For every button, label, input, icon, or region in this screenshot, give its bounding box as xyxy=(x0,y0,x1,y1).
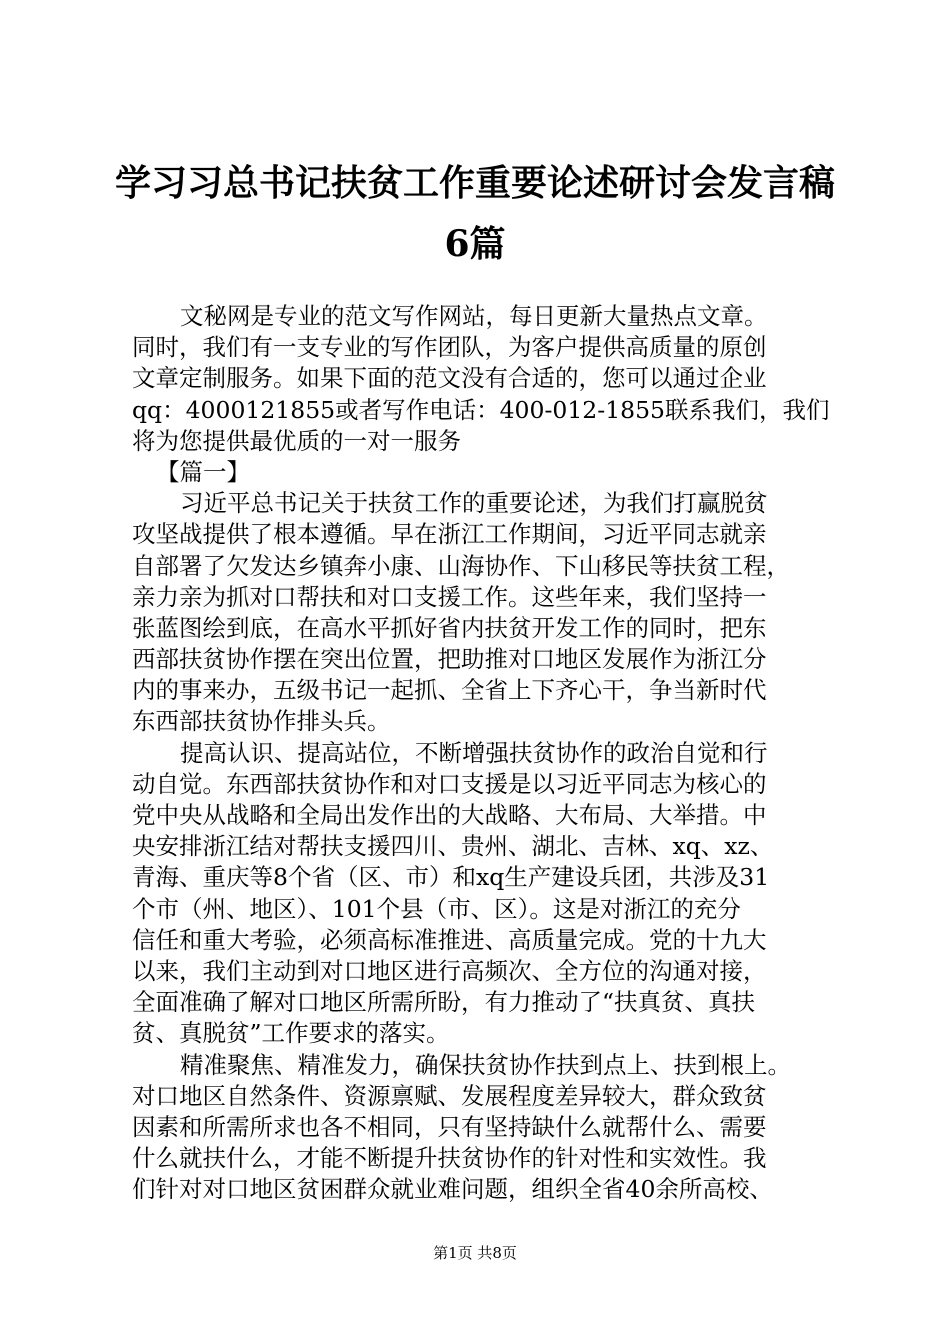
text-line: 将为您提供最优质的一对一服务 xyxy=(132,426,461,455)
page-number: 第1页 共8页 xyxy=(433,1244,517,1262)
text-line: 党中央从战略和全局出发作出的大战略、大布局、大举措。中 xyxy=(132,801,767,829)
text-line: qq：4000121855或者写作电话：400-012-1855联系我们，我们 xyxy=(132,395,830,424)
text-line: 同时，我们有一支专业的写作团队，为客户提供高质量的原创 xyxy=(132,333,767,362)
section-heading: 【篇一】 xyxy=(156,457,250,486)
document-title: 学习习总书记扶贫工作重要论述研讨会发言稿 xyxy=(114,162,835,204)
text-line: 内的事来办，五级书记一起抓、全省上下齐心干，争当新时代 xyxy=(132,676,767,705)
text-line: 个市（州、地区）、101个县（市、区）。这是对浙江的充分 xyxy=(132,894,741,923)
text-line: 东西部扶贫协作排头兵。 xyxy=(132,707,391,736)
text-line: 贫、真脱贫”工作要求的落实。 xyxy=(132,1019,450,1048)
text-line: 什么就扶什么，才能不断提升扶贫协作的针对性和实效性。我 xyxy=(132,1144,767,1173)
text-line: 对口地区自然条件、资源禀赋、发展程度差异较大，群众致贫 xyxy=(132,1081,767,1110)
text-line: 精准聚焦、精准发力，确保扶贫协作扶到点上、扶到根上。 xyxy=(180,1050,791,1079)
text-line: 们针对对口地区贫困群众就业难问题，组织全省40余所高校、 xyxy=(132,1175,773,1204)
document-body xyxy=(132,301,850,1205)
text-line: 央安排浙江结对帮扶支援四川、贵州、湖北、吉林、xq、xz、 xyxy=(132,832,774,861)
text-line: 攻坚战提供了根本遵循。早在浙江工作期间，习近平同志就亲 xyxy=(132,520,767,549)
text-line: 提高认识、提高站位，不断增强扶贫协作的政治自觉和行 xyxy=(180,738,768,767)
text-line: 自部署了欠发达乡镇奔小康、山海协作、下山移民等扶贫工程， xyxy=(132,551,790,580)
text-line: 西部扶贫协作摆在突出位置，把助推对口地区发展作为浙江分 xyxy=(132,645,767,674)
text-line: 青海、重庆等8个省（区、市）和xq生产建设兵团，共涉及31 xyxy=(132,863,770,892)
document-title-continuation: 6篇 xyxy=(444,223,506,265)
text-line: 因素和所需所求也各不相同，只有坚持缺什么就帮什么、需要 xyxy=(132,1112,767,1141)
text-line: 文章定制服务。如果下面的范文没有合适的，您可以通过企业 xyxy=(132,364,767,393)
text-line: 动自觉。东西部扶贫协作和对口支援是以习近平同志为核心的 xyxy=(132,769,767,798)
text-line: 全面准确了解对口地区所需所盼，有力推动了“扶真贫、真扶 xyxy=(132,988,756,1017)
text-line: 习近平总书记关于扶贫工作的重要论述，为我们打赢脱贫 xyxy=(180,489,768,518)
text-line: 信任和重大考验，必须高标准推进、高质量完成。党的十九大 xyxy=(132,925,767,954)
text-line: 张蓝图绘到底，在高水平抓好省内扶贫开发工作的同时，把东 xyxy=(132,613,767,642)
text-line: 亲力亲为抓对口帮扶和对口支援工作。这些年来，我们坚持一 xyxy=(132,582,767,611)
text-line: 文秘网是专业的范文写作网站，每日更新大量热点文章。 xyxy=(180,302,768,330)
text-line: 以来，我们主动到对口地区进行高频次、全方位的沟通对接， xyxy=(132,956,767,985)
